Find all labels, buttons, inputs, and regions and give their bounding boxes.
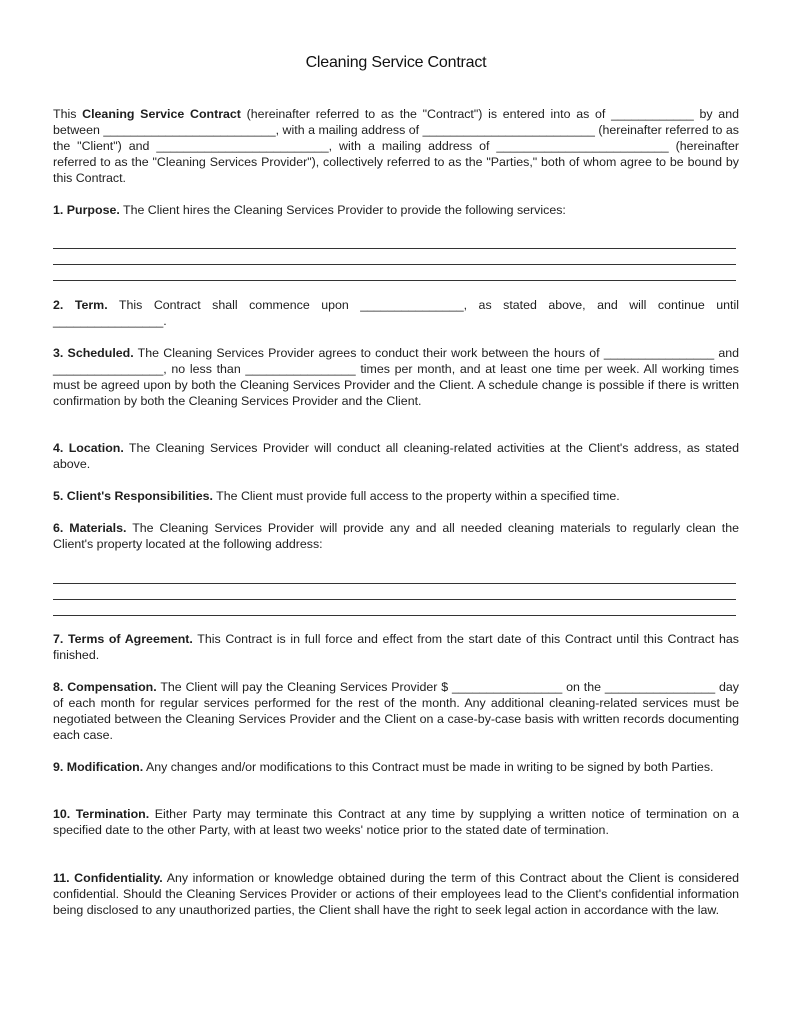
section-heading: 5. Client's Responsibilities. [53, 489, 213, 503]
section-text: The Client will pay the Cleaning Services Provider $ ________________ on the ________________ day of each month for regular services performed for the rest of the month. Any additional cleaning-related services must be negotiated between the Cleaning Services Provider and the Client on a case-by-case basis with written records documenting each case. [53, 680, 739, 742]
section-text: Any information or knowledge obtained during the term of this Contract about the Client is considered confidential. Should the Cleaning Services Provider or actions of their employees lead to the Client's confidential information being disclosed to any unauthorized parties, the Client shall have the right to seek legal action in accordance with the law. [53, 871, 739, 917]
section-heading: 6. Materials. [53, 521, 127, 535]
section-text: The Cleaning Services Provider will conduct all cleaning-related activities at the Client's address, as stated above. [53, 441, 739, 471]
section-heading: 11. Confidentiality. [53, 871, 163, 885]
section-location [53, 441, 739, 473]
section-text: Any changes and/or modifications to this Contract must be made in writing to be signed by both Parties. [143, 760, 714, 774]
section-heading: 2. Term. [53, 298, 108, 312]
section-compensation [53, 680, 739, 744]
section-modification [53, 760, 739, 776]
section-text: The Cleaning Services Provider agrees to conduct their work between the hours of ________________ and ________________, no less than ________________ times per month, and at least one time per week. All working times must be agreed upon by both the Cleaning Services Provider and the Client. A schedule change is possible if there is written confirmation by both the Cleaning Services Provider and the Client. [53, 346, 739, 408]
section-client-responsibilities [53, 489, 739, 505]
section-text: The Cleaning Services Provider will provide any and all needed cleaning materials to regularly clean the Client's property located at the following address: [53, 521, 739, 551]
section-heading: 8. Compensation. [53, 680, 157, 694]
section-term [53, 298, 739, 330]
section-heading: 3. Scheduled. [53, 346, 134, 360]
materials-blank-line-2 [53, 599, 736, 600]
intro-lead: This [53, 107, 83, 121]
section-text: Either Party may terminate this Contract at any time by supplying a written notice of termination on a specified date to the other Party, with at least two weeks' notice prior to the stated date of termination. [53, 807, 739, 837]
section-heading: 9. Modification. [53, 760, 144, 774]
section-text: The Client must provide full access to the property within a specified time. [212, 489, 620, 503]
purpose-blank-line-2 [53, 264, 736, 265]
purpose-blank-line-1 [53, 248, 736, 249]
section-scheduled [53, 346, 739, 410]
intro-bold-term: Cleaning Service Contract [82, 107, 241, 121]
intro-text: (hereinafter referred to as the "Contract") is entered into as of ____________ by and between _________________________, with a mailing address of _________________________ (hereinafter referred to as the "Client") and _________________________, with a mailing address of _________________________ (hereinafter referred to as the "Cleaning Services Provider"), collectively referred to as the "Parties," both of whom agree to be bound by this Contract. [53, 107, 739, 185]
purpose-blank-line-3 [53, 280, 736, 281]
section-text: This Contract is in full force and effect from the start date of this Contract until this Contract has finished. [53, 632, 739, 662]
section-heading: 1. Purpose. [53, 203, 120, 217]
section-terms-of-agreement [53, 632, 739, 664]
document-title: Cleaning Service Contract [305, 54, 487, 71]
section-text: This Contract shall commence upon _______________, as stated above, and will continue until ________________. [53, 298, 739, 328]
section-heading: 7. Terms of Agreement. [53, 632, 193, 646]
section-heading: 4. Location. [53, 441, 124, 455]
section-termination [53, 807, 739, 839]
intro-paragraph [53, 107, 739, 187]
section-text: The Client hires the Cleaning Services Provider to provide the following services: [119, 203, 566, 217]
materials-blank-line-1 [53, 583, 736, 584]
section-materials [53, 521, 739, 553]
section-confidentiality [53, 871, 739, 919]
section-purpose [53, 203, 739, 219]
materials-blank-line-3 [53, 615, 736, 616]
section-heading: 10. Termination. [53, 807, 150, 821]
